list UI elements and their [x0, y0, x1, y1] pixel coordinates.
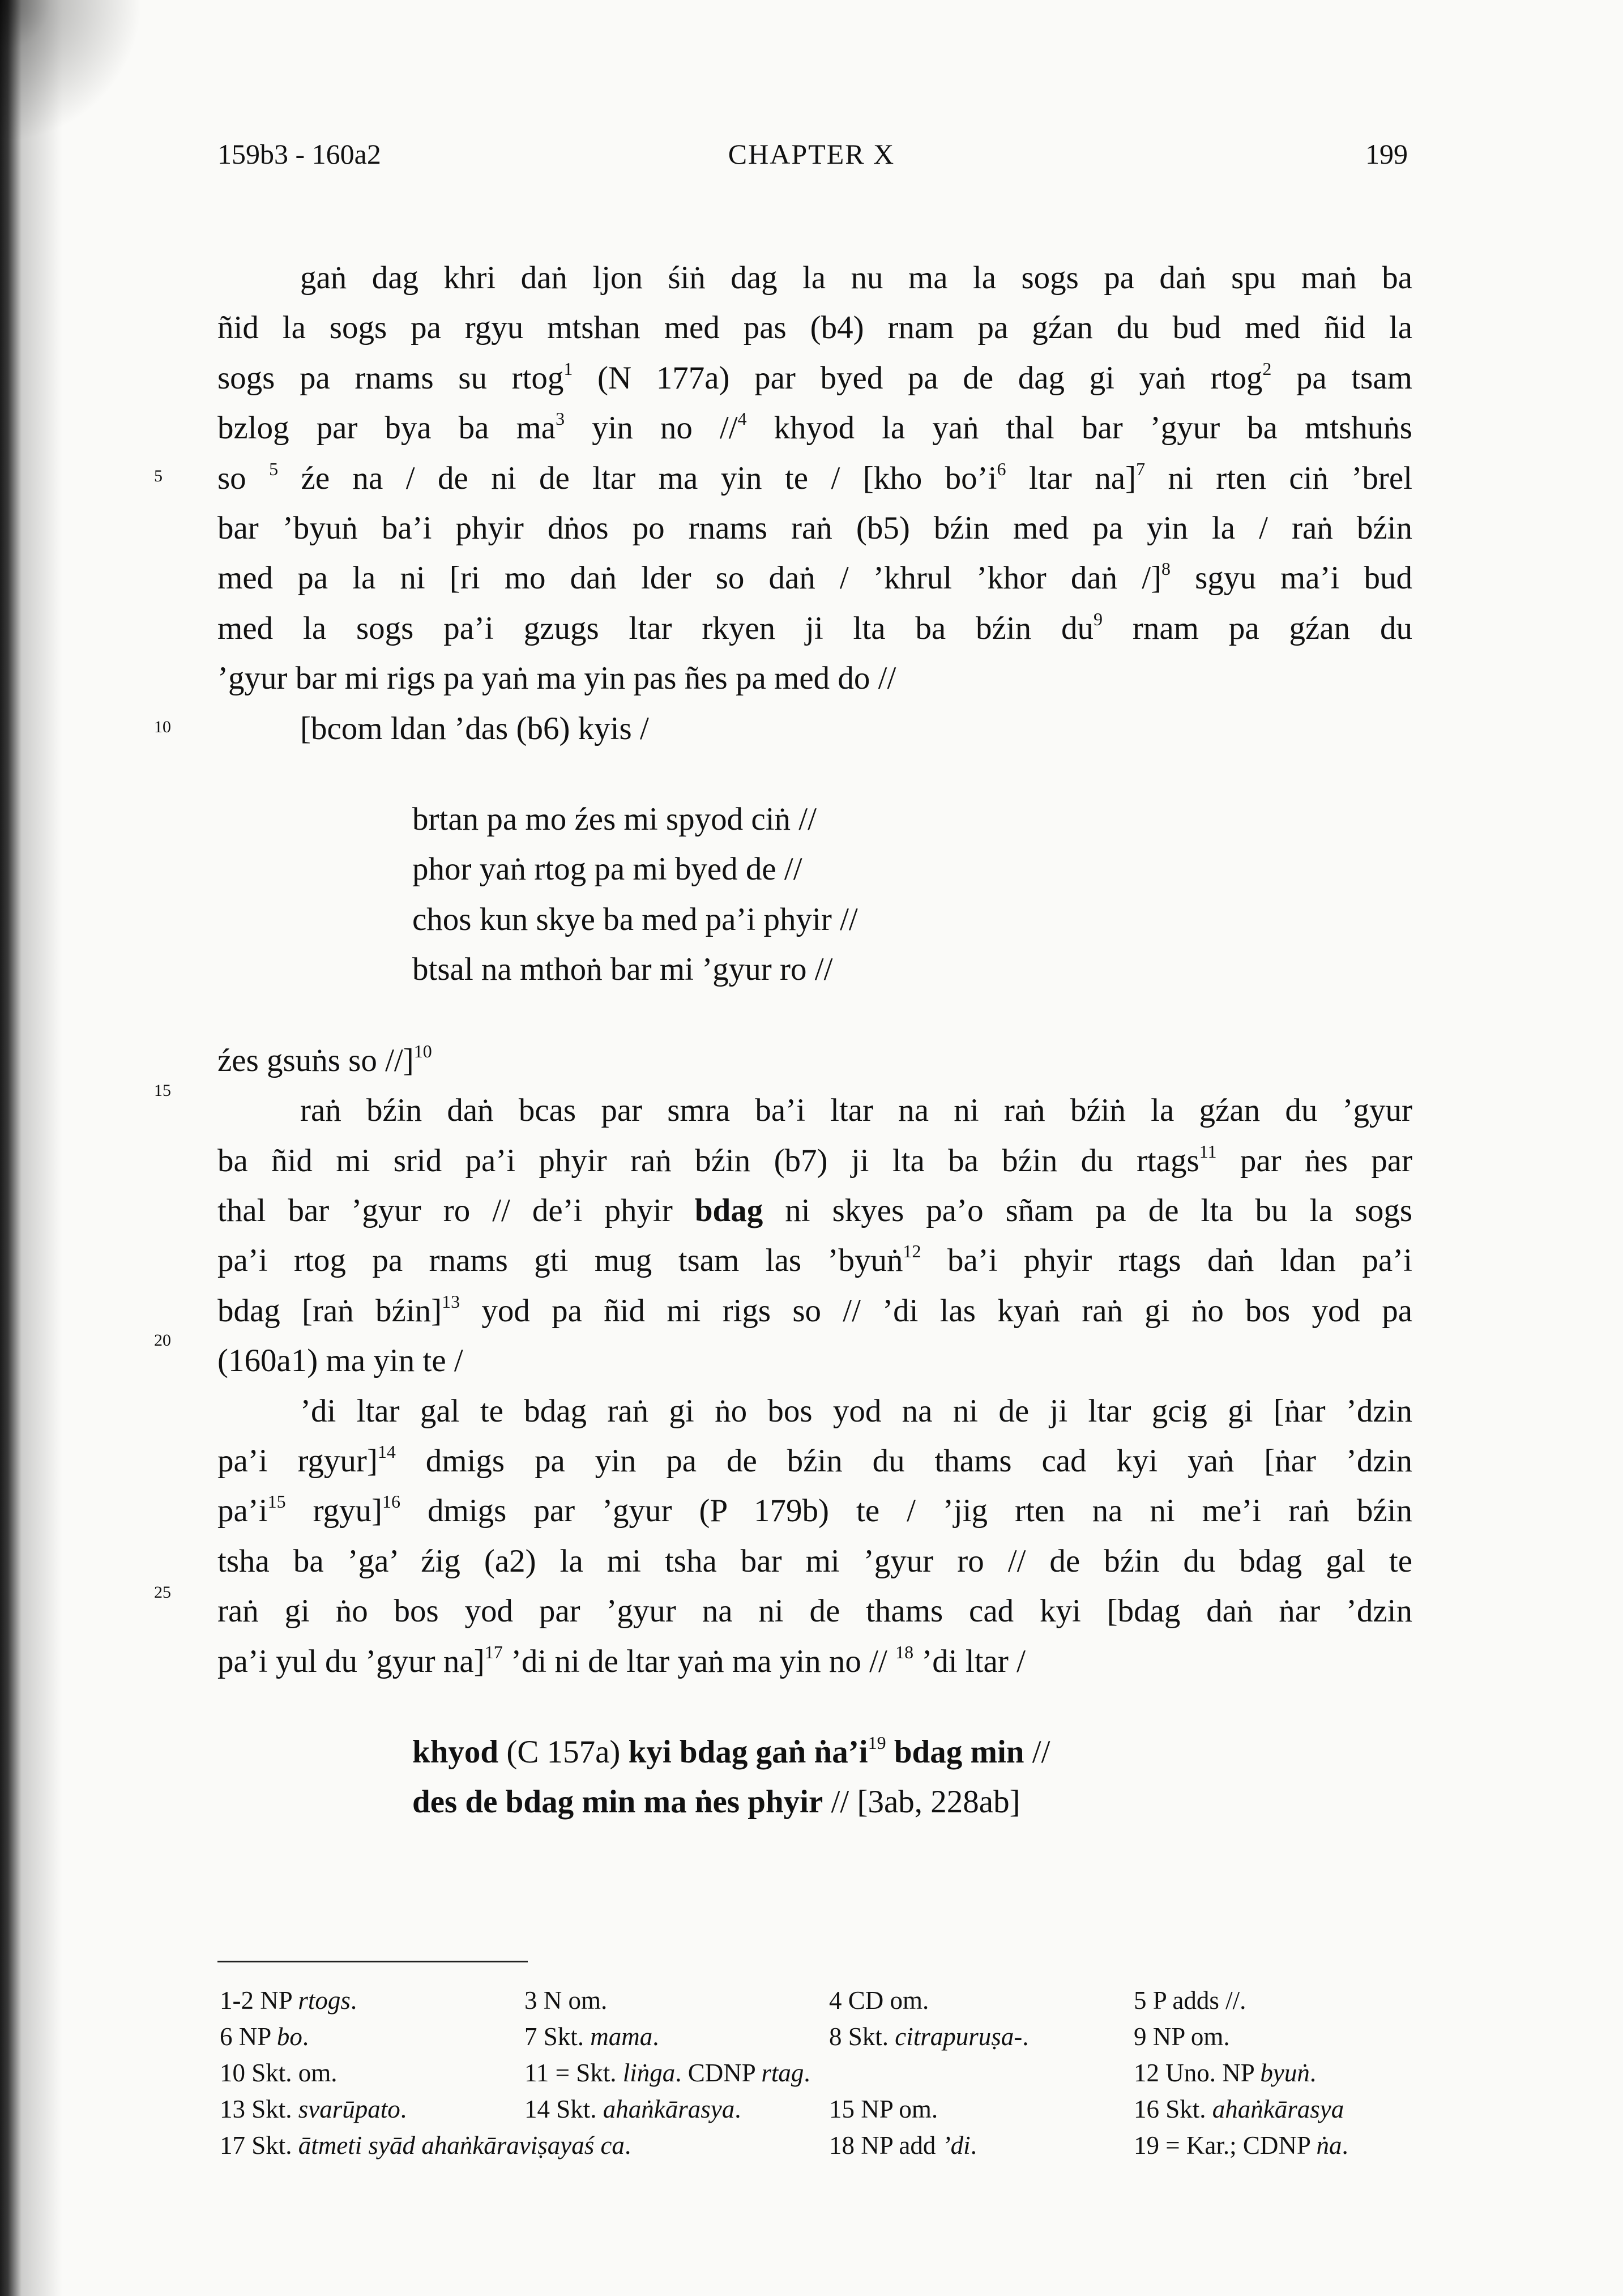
footnote-ref: 18: [895, 1641, 914, 1662]
footnote-number: 8: [829, 2022, 848, 2051]
footnote-ref: 1: [563, 358, 573, 379]
footnote-number: 15: [829, 2095, 861, 2123]
footnote: 9 NP om.: [1134, 2022, 1230, 2051]
footnote: 4 CD om.: [829, 1986, 929, 2015]
footnote-ref: 19: [868, 1732, 886, 1753]
footnote-number: 18: [829, 2131, 861, 2160]
footnote-number: 13: [220, 2095, 252, 2123]
text-line: gaṅ dag khri daṅ ljon śiṅ dag la nu ma la sogs pa daṅ spu maṅ ba: [300, 260, 1412, 296]
footnote: 19 = Kar.; CDNP ṅa.: [1134, 2131, 1348, 2160]
footnote-ref: 4: [737, 408, 747, 429]
karika-line: khyod (C 157a) kyi bdag gaṅ $ṅa’i^{19}$ bdag min //: [412, 1732, 1050, 1770]
text-line: $pa’i^{15}$ rgyu]$^{16}$ dmigs par ’gyur (P 179b) te / ’jig rten na ni me’i raṅ bźin: [217, 1491, 1412, 1529]
footnote-ref: 13: [442, 1291, 460, 1312]
footnote-ref: 5: [269, 458, 279, 479]
footnote: 10 Skt. om.: [220, 2059, 338, 2087]
verse-line: brtan pa mo źes mi spyod ciṅ //: [412, 801, 817, 838]
line-number-20: 20: [154, 1331, 171, 1350]
footnote-ref: 6: [997, 458, 1006, 479]
scan-shadow-edge: [0, 0, 62, 2296]
text-line: pa’i rtog pa rnams gti mug tsam las ’byuṅ$^{12}$ ba’i phyir rtags daṅ ldan pa’i: [217, 1241, 1412, 1279]
text-line: pa’i rgyur]$^{14}$ dmigs pa yin pa de bźin du thams cad kyi yaṅ [ṅar ’dzin: [217, 1441, 1412, 1479]
footnote: 18 NP add ’di.: [829, 2131, 977, 2160]
text-line: med pa la ni [ri mo daṅ lder so daṅ / ’khrul ’khor daṅ /]$^8$ sgyu ma’i bud: [217, 558, 1412, 596]
footnote-number: 5: [1134, 1986, 1153, 2015]
footnote-number: 4: [829, 1986, 848, 2015]
scan-shadow-corner: [0, 0, 147, 147]
footnote: 5 P adds //.: [1134, 1986, 1246, 2015]
footnote-ref: 3: [556, 408, 565, 429]
verse-line: chos kun skye ba med pa’i phyir //: [412, 901, 858, 937]
footnote: 15 NP om.: [829, 2095, 938, 2123]
footnote-ref: 15: [267, 1491, 286, 1512]
line-number-5: 5: [154, 467, 163, 485]
footnote-ref: 12: [903, 1241, 921, 1262]
main-text: [217, 253, 1412, 1828]
footnote-number: 17: [220, 2131, 252, 2160]
footnote: 11 = Skt. liṅga. CDNP rtag.: [524, 2059, 810, 2087]
footnote: 16 Skt. ahaṅkārasya: [1134, 2095, 1344, 2123]
text-line: sogs pa rnams su rtog$^1$ (N 177a) par byed pa de dag gi yaṅ rtog$^2$ pa tsam: [217, 358, 1412, 396]
text-line: pa’i yul du ’gyur na]$^{17}$ ’di ni de ltar yaṅ ma yin no // $^{18}$ ’di ltar /: [217, 1641, 1026, 1679]
chapter-title: CHAPTER X: [728, 138, 895, 170]
footnote: 6 NP bo.: [220, 2022, 309, 2051]
text-line: med la sogs pa’i gzugs ltar rkyen ji lta ba bźin $du^9$ rnam pa gźan du: [217, 608, 1412, 646]
footnote: 8 Skt. citrapuruṣa-.: [829, 2022, 1029, 2051]
footnote-number: 16: [1134, 2095, 1166, 2123]
footnote: 13 Skt. svarūpato.: [220, 2095, 407, 2123]
footnote-number: 11: [524, 2059, 556, 2087]
text-line: so $^5$ źe na / de ni de ltar ma yin te / [kho $bo’i^6$ ltar na]$^7$ ni rten ciṅ ’brel: [217, 458, 1412, 496]
footnote: 1-2 NP rtogs.: [220, 1986, 357, 2015]
footnote: 17 Skt. ātmeti syād ahaṅkāraviṣayaś ca.: [220, 2131, 631, 2160]
footnotes: [220, 1982, 1415, 2163]
text-line: bdag [raṅ bźin]$^{13}$ yod pa ñid mi rigs so // ’di las kyaṅ raṅ gi ṅo bos yod pa: [217, 1291, 1412, 1329]
keyword-bold: bdag: [694, 1192, 763, 1228]
line-number-10: 10: [154, 718, 171, 736]
text-line: raṅ bźin daṅ bcas par smra ba’i ltar na ni raṅ bźiṅ la gźan du ’gyur: [300, 1092, 1412, 1129]
text-line: ’di ltar gal te bdag raṅ gi ṅo bos yod na ni de ji ltar gcig gi [ṅar ’dzin: [300, 1393, 1412, 1429]
folio-range: 159b3 - 160a2: [217, 138, 381, 170]
footnote-number: 1-2: [220, 1986, 260, 2015]
footnote-ref: 8: [1161, 558, 1171, 579]
line-number-15: 15: [154, 1081, 171, 1100]
footnote-ref: 17: [484, 1641, 503, 1662]
footnote-number: 10: [220, 2059, 252, 2087]
text-line: bzlog par bya ba $ma^3$ yin no //$^4$ khyod la yaṅ thal bar ’gyur ba mtshuṅs: [217, 408, 1412, 446]
footnote-number: 19: [1134, 2131, 1166, 2160]
verse-line: btsal na mthoṅ bar mi ’gyur ro //: [412, 951, 833, 988]
text-line: źes gsuṅs so //]$^{10}$: [217, 1040, 432, 1078]
text-line: ’gyur bar mi rigs pa yaṅ ma yin pas ñes pa med do //: [217, 660, 896, 697]
footnote-ref: 16: [382, 1491, 401, 1512]
footnote-number: 14: [524, 2095, 557, 2123]
text-line: bar ’byuṅ ba’i phyir dṅos po rnams raṅ (b5) bźin med pa yin la / raṅ bźin: [217, 510, 1412, 547]
karika-line: des de bdag min ma ṅes phyir // [3ab, 228ab]: [412, 1784, 1020, 1820]
footnote: 14 Skt. ahaṅkārasya.: [524, 2095, 741, 2123]
footnote-number: 9: [1134, 2022, 1153, 2051]
footnote-ref: 14: [377, 1441, 396, 1462]
footnote: 3 N om.: [524, 1986, 608, 2015]
footnote-rule: [217, 1961, 528, 1962]
footnote: 7 Skt. mama.: [524, 2022, 659, 2051]
text-line: [bcom ldan ’das (b6) kyis /: [300, 710, 649, 746]
footnote-number: 12: [1134, 2059, 1166, 2087]
footnote-ref: 10: [413, 1040, 432, 1061]
footnote-number: 6: [220, 2022, 239, 2051]
footnote-ref: 11: [1199, 1141, 1217, 1162]
verse-line: phor yaṅ rtog pa mi byed de //: [412, 851, 802, 887]
text-line: tsha ba ’ga’ źig (a2) la mi tsha bar mi ’gyur ro // de bźin du bdag gal te: [217, 1543, 1412, 1579]
text-line: thal bar ’gyur ro // de’i phyir bdag ni skyes pa’o sñam pa de lta bu la sogs: [217, 1192, 1412, 1228]
footnote-ref: 2: [1262, 358, 1272, 379]
text-line: ba ñid mi srid pa’i phyir raṅ bźin (b7) ji lta ba bźin du rtags$^{11}$ par ṅes par: [217, 1141, 1412, 1179]
footnote-ref: 9: [1094, 608, 1103, 629]
text-line: raṅ gi ṅo bos yod par ’gyur na ni de thams cad kyi [bdag daṅ ṅar ’dzin: [217, 1593, 1412, 1629]
text-line: (160a1) ma yin te /: [217, 1343, 463, 1379]
footnote-ref: 7: [1136, 458, 1146, 479]
footnote-number: 3: [524, 1986, 544, 2015]
footnote: 12 Uno. NP byuṅ.: [1134, 2059, 1317, 2087]
text-line: ñid la sogs pa rgyu mtshan med pas (b4) rnam pa gźan du bud med ñid la: [217, 310, 1412, 346]
page-number: 199: [1365, 138, 1408, 170]
footnote-number: 7: [524, 2022, 544, 2051]
line-number-25: 25: [154, 1583, 171, 1602]
